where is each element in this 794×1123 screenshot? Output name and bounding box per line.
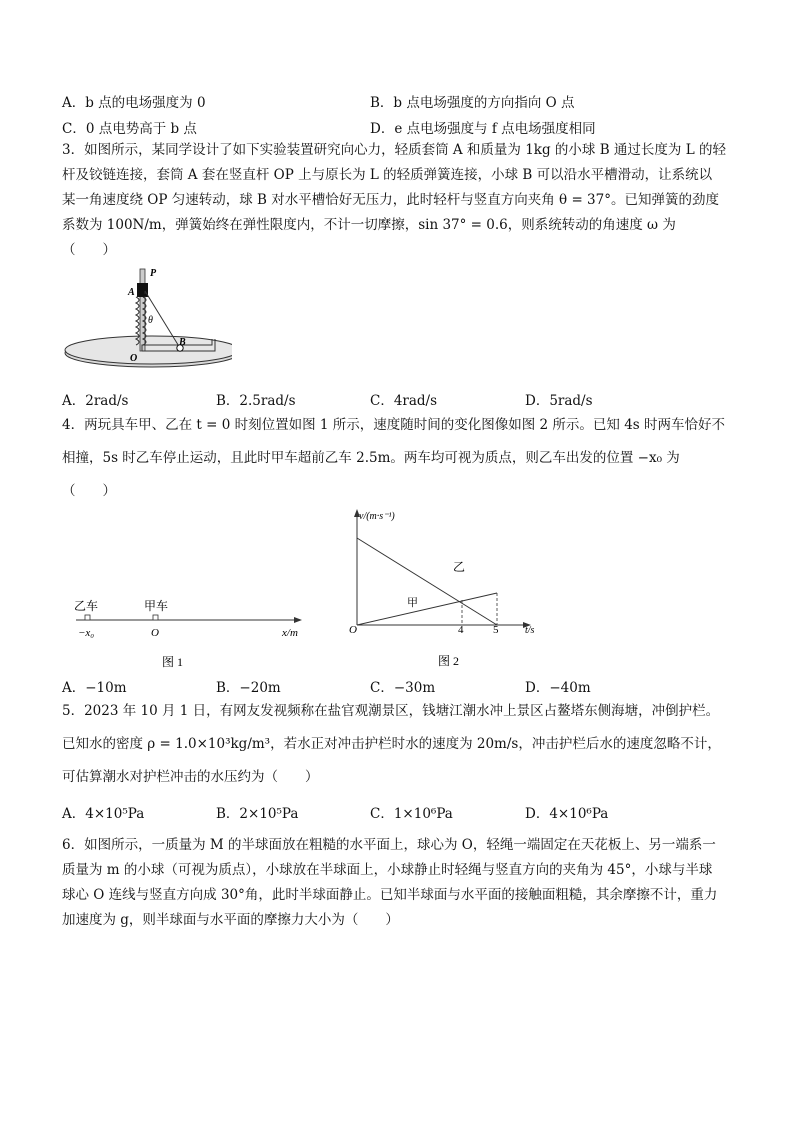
q5-option-d: D．4×10⁶Pa	[525, 806, 609, 822]
q2-option-a: A．b 点的电场强度为 0	[62, 95, 206, 111]
q6-line-2: 质量为 m 的小球（可视为质点），小球放在半球面上，小球静止时轻绳与竖直方向的夹角为 45°，小球与半球	[62, 862, 713, 878]
q4-fig1-pos-yi: −x₀	[78, 627, 95, 639]
q3-label-b: B	[179, 337, 186, 348]
q3-label-o: O	[130, 353, 138, 364]
q4-fig2-label-jia: 甲	[407, 597, 418, 609]
q4-fig2-caption: 图 2	[438, 654, 460, 668]
q2-option-c: C．0 点电势高于 b 点	[62, 121, 197, 137]
q3-option-b: B．2.5rad/s	[216, 393, 296, 409]
q4-fig2-origin: O	[349, 624, 357, 636]
q4-option-a: A．−10m	[62, 680, 127, 696]
q4-option-d: D．−40m	[525, 680, 591, 696]
q3-option-c: C．4rad/s	[370, 393, 438, 409]
q3-figure	[62, 265, 232, 375]
q4-fig2-label-yi: 乙	[453, 560, 466, 574]
q3-line-3: 某一角速度绕 OP 匀速转动，球 B 对水平槽恰好无压力，此时轻杆与竖直方向夹角 θ = 37°。已知弹簧的劲度	[62, 192, 719, 208]
q3-label-a: A	[128, 287, 135, 298]
q3-line-5: （ ）	[62, 242, 116, 258]
q6-line-3: 球心 O 连线与竖直方向成 30°角，此时半球面静止。已知半球面与水平面的接触面粗糙，其余摩擦不计，重力	[62, 887, 718, 903]
q5-option-b: B．2×10⁵Pa	[216, 806, 299, 822]
q3-line-2: 杆及铰链连接，套筒 A 套在竖直杆 OP 上与原长为 L 的轻质弹簧连接，小球 B 可以沿水平槽滑动，让系统以	[62, 167, 713, 183]
q5-option-a: A．4×10⁵Pa	[62, 806, 145, 822]
q5-line-1: 5．2023 年 10 月 1 日，有网友发视频称在盐官观潮景区，钱塘江潮水冲上景区占鳌塔东侧海塘，冲倒护栏。	[62, 703, 720, 719]
q3-line-1: 3．如图所示，某同学设计了如下实验装置研究向心力，轻质套筒 A 和质量为 1kg 的小球 B 通过长度为 L 的轻	[62, 142, 726, 158]
q4-line-3: （ ）	[62, 483, 116, 499]
q4-fig1-pos-o: O	[151, 627, 159, 639]
q5-line-3: 可估算潮水对护栏冲击的水压约为（ ）	[62, 769, 319, 785]
q4-fig2-ylabel: v/(m·s⁻¹)	[359, 511, 395, 522]
q3-label-theta: θ	[148, 315, 153, 326]
q4-figure-1	[62, 590, 312, 670]
q3-option-a: A．2rad/s	[62, 393, 129, 409]
q6-line-1: 6．如图所示，一质量为 M 的半球面放在粗糙的水平面上，球心为 O，轻绳一端固定在天花板上、另一端系一	[62, 837, 716, 853]
q4-fig1-car-yi: 乙车	[74, 599, 99, 613]
q6-line-4: 加速度为 g，则半球面与水平面的摩擦力大小为（ ）	[62, 912, 399, 928]
q3-option-d: D．5rad/s	[525, 393, 593, 409]
q4-figure-2	[345, 505, 545, 670]
q4-fig2-xlabel: t/s	[525, 625, 535, 636]
q4-line-2: 相撞，5s 时乙车停止运动，且此时甲车超前乙车 2.5m。两车均可视为质点，则乙车出发的位置 −x₀ 为	[62, 450, 680, 466]
q4-option-c: C．−30m	[370, 680, 436, 696]
q4-line-1: 4．两玩具车甲、乙在 t = 0 时刻位置如图 1 所示，速度随时间的变化图像如图 2 所示。已知 4s 时两车恰好不	[62, 417, 726, 433]
q2-option-b: B．b 点电场强度的方向指向 O 点	[370, 95, 575, 111]
q4-fig1-caption: 图 1	[162, 655, 184, 669]
q4-fig1-axis: x/m	[282, 627, 298, 639]
q4-fig1-car-jia: 甲车	[144, 599, 169, 613]
q4-fig2-tick-5: 5	[493, 624, 499, 636]
q4-fig2-tick-4: 4	[458, 624, 464, 636]
q4-option-b: B．−20m	[216, 680, 281, 696]
q3-line-4: 系数为 100N/m，弹簧始终在弹性限度内，不计一切摩擦，sin 37° = 0.6，则系统转动的角速度 ω 为	[62, 217, 676, 233]
q3-label-p: P	[150, 268, 157, 279]
q5-line-2: 已知水的密度 ρ = 1.0×10³kg/m³，若水正对冲击护栏时水的速度为 20m/s，冲击护栏后水的速度忽略不计，	[62, 736, 721, 752]
q5-option-c: C．1×10⁶Pa	[370, 806, 453, 822]
q2-option-d: D．e 点电场强度与 f 点电场强度相同	[370, 121, 596, 137]
